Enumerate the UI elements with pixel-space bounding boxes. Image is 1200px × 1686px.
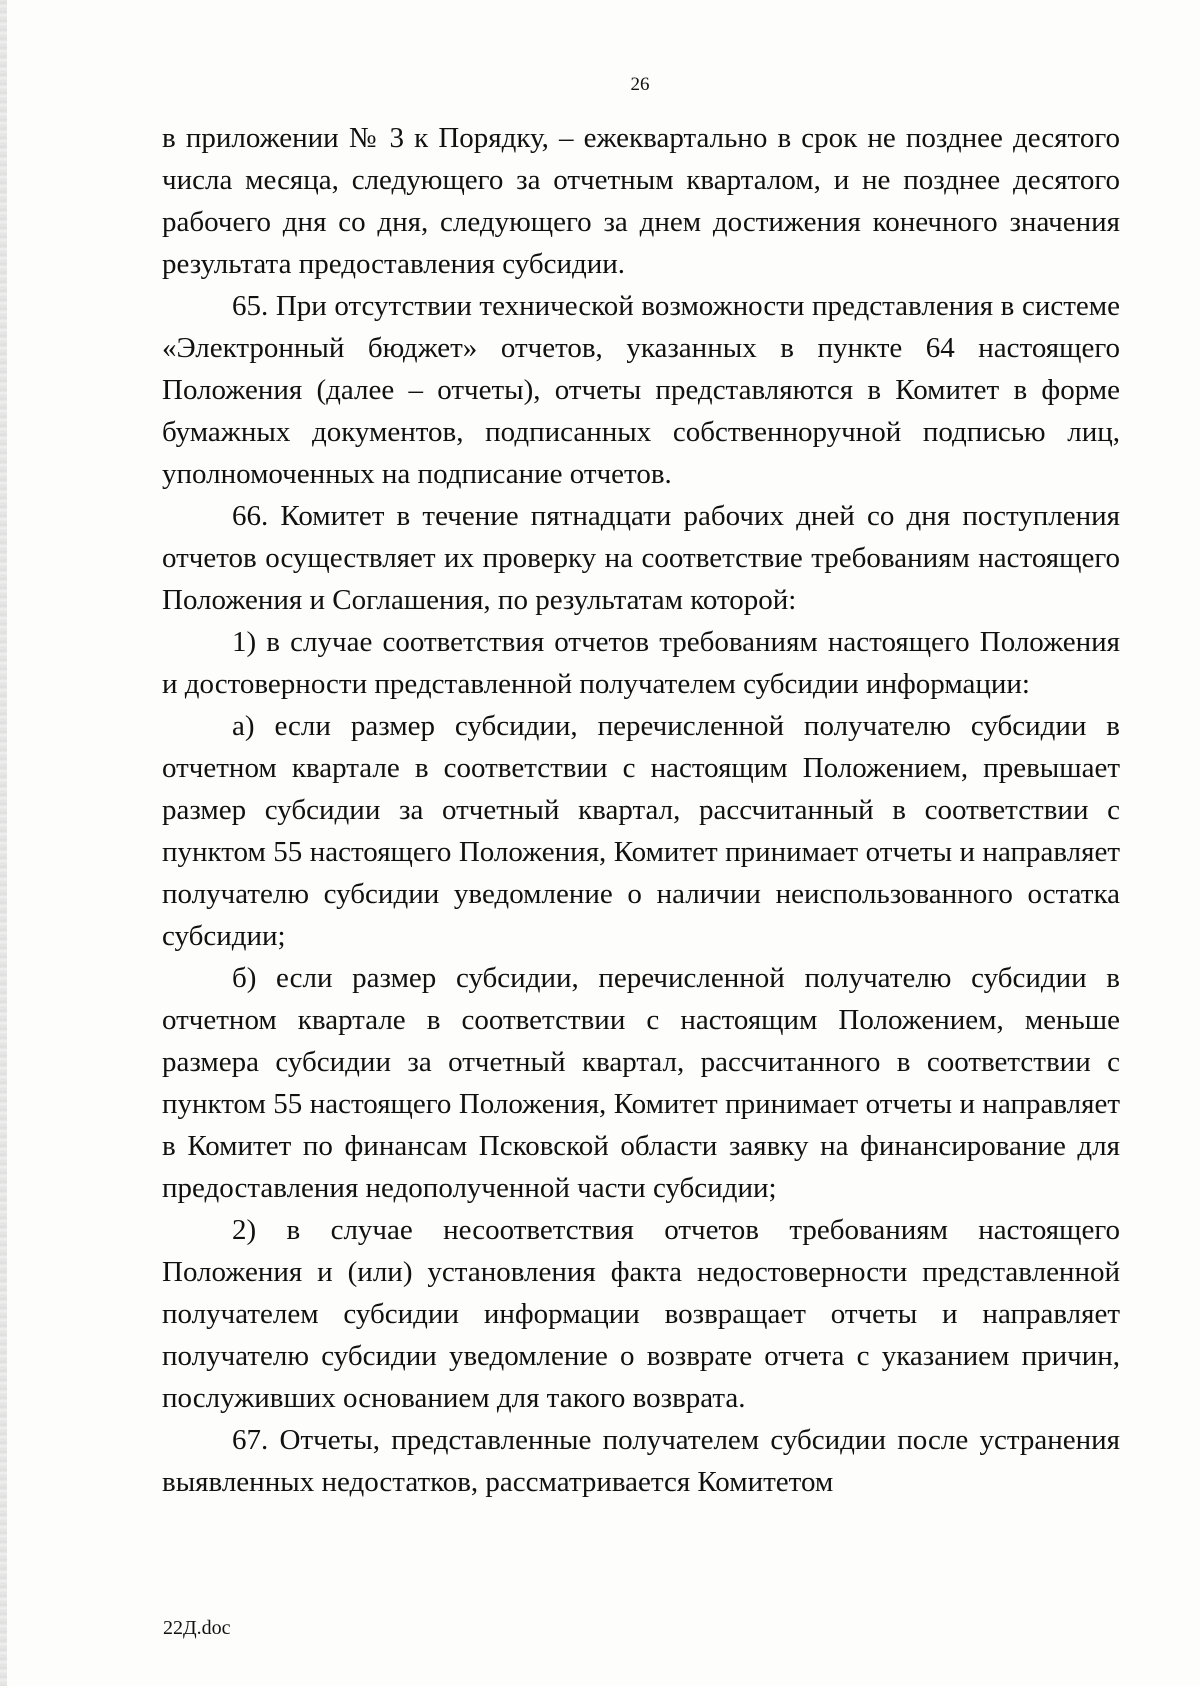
paragraph-66-item-2: 2) в случае несоответствия отчетов требованиям настоящего Положения и (или) установления факта недостоверности представленной получателем субсидии информации возвращает отчеты и направляет получателю субсидии уведомление о возврате отчета с указанием причин, послуживших основанием для такого возврата. bbox=[162, 1214, 1120, 1414]
paragraph-continuation: в приложении № 3 к Порядку, – ежеквартально в срок не позднее десятого числа месяца, следующего за отчетным кварталом, и не позднее десятого рабочего дня со дня, следующего за днем достижения конечного значения результата предоставления субсидии. bbox=[162, 122, 1120, 280]
paragraph-65: 65. При отсутствии технической возможности представления в системе «Электронный бюджет» отчетов, указанных в пункте 64 настоящего Положения (далее – отчеты), отчеты представляются в Комитет в форме бумажных документов, подписанных собственноручной подписью лиц, уполномоченных на подписание отчетов. bbox=[162, 290, 1120, 490]
scan-edge bbox=[0, 0, 7, 1686]
paragraph-66-item-1b: б) если размер субсидии, перечисленной получателю субсидии в отчетном квартале в соответствии с настоящим Положением, меньше размера субсидии за отчетный квартал, рассчитанного в соответствии с пунктом 55 настоящего Положения, Комитет принимает отчеты и направляет в Комитет по финансам Псковской области заявку на финансирование для предоставления недополученной части субсидии; bbox=[162, 962, 1120, 1204]
paragraph-66-item-1a: а) если размер субсидии, перечисленной получателю субсидии в отчетном квартале в соответствии с настоящим Положением, превышает размер субсидии за отчетный квартал, рассчитанный в соответствии с пунктом 55 настоящего Положения, Комитет принимает отчеты и направляет получателю субсидии уведомление о наличии неиспользованного остатка субсидии; bbox=[162, 710, 1120, 952]
page-number: 26 bbox=[630, 74, 650, 95]
document-body bbox=[162, 117, 1120, 1503]
paragraph-66-item-1: 1) в случае соответствия отчетов требованиям настоящего Положения и достоверности представленной получателем субсидии информации: bbox=[162, 626, 1120, 700]
paragraph-67: 67. Отчеты, представленные получателем субсидии после устранения выявленных недостатков, рассматривается Комитетом bbox=[162, 1424, 1120, 1498]
footer-filename: 22Д.doc bbox=[163, 1617, 231, 1639]
paragraph-66: 66. Комитет в течение пятнадцати рабочих дней со дня поступления отчетов осуществляет их проверку на соответствие требованиям настоящего Положения и Соглашения, по результатам которой: bbox=[162, 500, 1120, 616]
